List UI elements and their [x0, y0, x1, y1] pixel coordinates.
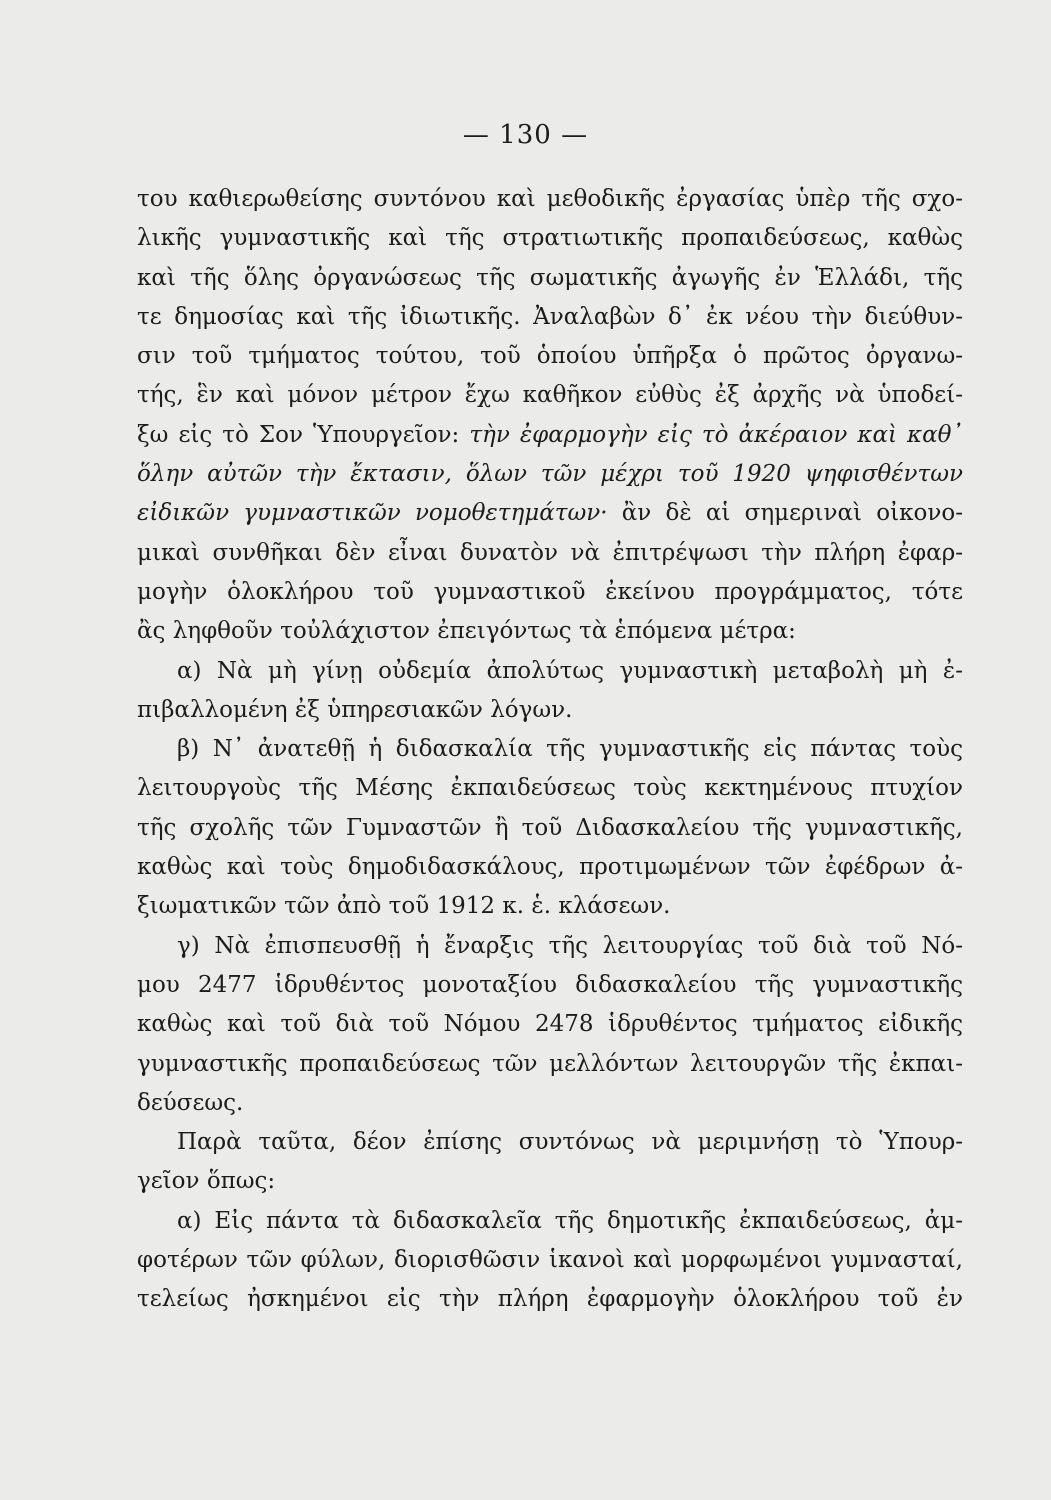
italic-phrase: εἰδικῶν γυμναστικῶν νομοθετημάτων· [137, 500, 608, 527]
text-line: φοτέρων τῶν φύλων, διορισθῶσιν ἱκανοὶ καὶ μορφωμένοι γυμνασταί, [137, 1247, 963, 1274]
text-line: ξω εἰς τὸ Σον Ὑπουργεῖον: τὴν ἐφαρμογὴν εἰς τὸ ἀκέραιον καὶ καθ᾽ [137, 421, 964, 448]
text-line: λικῆς γυμναστικῆς καὶ τῆς στρατιωτικῆς προπαιδεύσεως, καθὼς [137, 225, 963, 252]
page-number: — 130 — [462, 120, 589, 150]
list-item-line: α) Εἰς πάντα τὰ διδασκαλεῖα τῆς δημοτικῆς ἐκπαιδεύσεως, ἀμ- [177, 1207, 963, 1234]
text-line: γεῖον ὅπως: [137, 1168, 276, 1195]
text-line: ἂς ληφθοῦν τοὐλάχιστον ἐπειγόντως τὰ ἑπόμενα μέτρα: [137, 618, 796, 645]
text-line: μικαὶ συνθῆκαι δὲν εἶναι δυνατὸν νὰ ἐπιτρέψωσι τὴν πλήρη ἐφαρ- [137, 539, 963, 566]
text-line: μογὴν ὁλοκλήρου τοῦ γυμναστικοῦ ἐκείνου προγράμματος, τότε [137, 578, 963, 605]
italic-phrase: τὴν ἐφαρμογὴν εἰς τὸ ἀκέραιον καὶ καθ᾽ [469, 421, 964, 448]
text-line: δεύσεως. [137, 1089, 244, 1116]
text-line: καὶ τῆς ὅλης ὀργανώσεως τῆς σωματικῆς ἀγωγῆς ἐν Ἑλλάδι, τῆς [137, 264, 963, 291]
list-item-line: γ) Νὰ ἐπισπευσθῇ ἡ ἔναρξις τῆς λειτουργίας τοῦ διὰ τοῦ Νό- [177, 932, 963, 959]
text-line: εἰδικῶν γυμναστικῶν νομοθετημάτων· ἂν δὲ αἱ σημεριναὶ οἰκονο- [137, 500, 963, 527]
paragraph-start-line: Παρὰ ταῦτα, δέον ἐπίσης συντόνως νὰ μεριμνήσῃ τὸ Ὑπουρ- [177, 1129, 963, 1156]
text-line: τε δημοσίας καὶ τῆς ἰδιωτικῆς. Ἀναλαβὼν δ᾽ ἐκ νέου τὴν διεύθυν- [137, 303, 963, 330]
text-line: τελείως ἠσκημένοι εἰς τὴν πλήρη ἐφαρμογὴν ὁλοκλήρου τοῦ ἐν [137, 1286, 963, 1313]
body-text [137, 180, 963, 1320]
text-line: λειτουργοὺς τῆς Μέσης ἐκπαιδεύσεως τοὺς κεκτημένους πτυχίον [137, 775, 963, 802]
list-item-line: α) Νὰ μὴ γίνῃ οὐδεμία ἀπολύτως γυμναστικὴ μεταβολὴ μὴ ἐ- [177, 657, 963, 684]
text-line: σιν τοῦ τμήματος τούτου, τοῦ ὁποίου ὑπῆρξα ὁ πρῶτος ὀργανω- [137, 343, 963, 370]
text-line: πιβαλλομένη ἐξ ὑπηρεσιακῶν λόγων. [137, 696, 573, 723]
text-line: του καθιερωθείσης συντόνου καὶ μεθοδικῆς ἐργασίας ὑπὲρ τῆς σχο- [137, 186, 963, 212]
text-line: τής, ἓν καὶ μόνον μέτρον ἔχω καθῆκον εὐθὺς ἐξ ἀρχῆς νὰ ὑποδεί- [137, 382, 963, 409]
text-line: ξιωματικῶν τῶν ἀπὸ τοῦ 1912 κ. ἑ. κλάσεων. [137, 893, 671, 920]
text-line: μου 2477 ἱδρυθέντος μονοταξίου διδασκαλείου τῆς γυμναστικῆς [137, 971, 963, 998]
text-line-italic: ὅλην αὐτῶν τὴν ἔκτασιν, ὅλων τῶν μέχρι τοῦ 1920 ψηφισθέντων [137, 461, 963, 488]
text-line: γυμναστικῆς προπαιδεύσεως τῶν μελλόντων λειτουργῶν τῆς ἐκπαι- [137, 1050, 963, 1077]
list-item-line: β) Ν᾽ ἀνατεθῇ ἡ διδασκαλία τῆς γυμναστικῆς εἰς πάντας τοὺς [177, 736, 963, 763]
text-line: καθὼς καὶ τοῦ διὰ τοῦ Νόμου 2478 ἱδρυθέντος τμήματος εἰδικῆς [137, 1011, 963, 1038]
text-line: καθὼς καὶ τοὺς δημοδιδασκάλους, προτιμωμένων τῶν ἐφέδρων ἀ- [137, 854, 963, 881]
text-line: τῆς σχολῆς τῶν Γυμναστῶν ἢ τοῦ Διδασκαλείου τῆς γυμναστικῆς, [137, 814, 963, 841]
